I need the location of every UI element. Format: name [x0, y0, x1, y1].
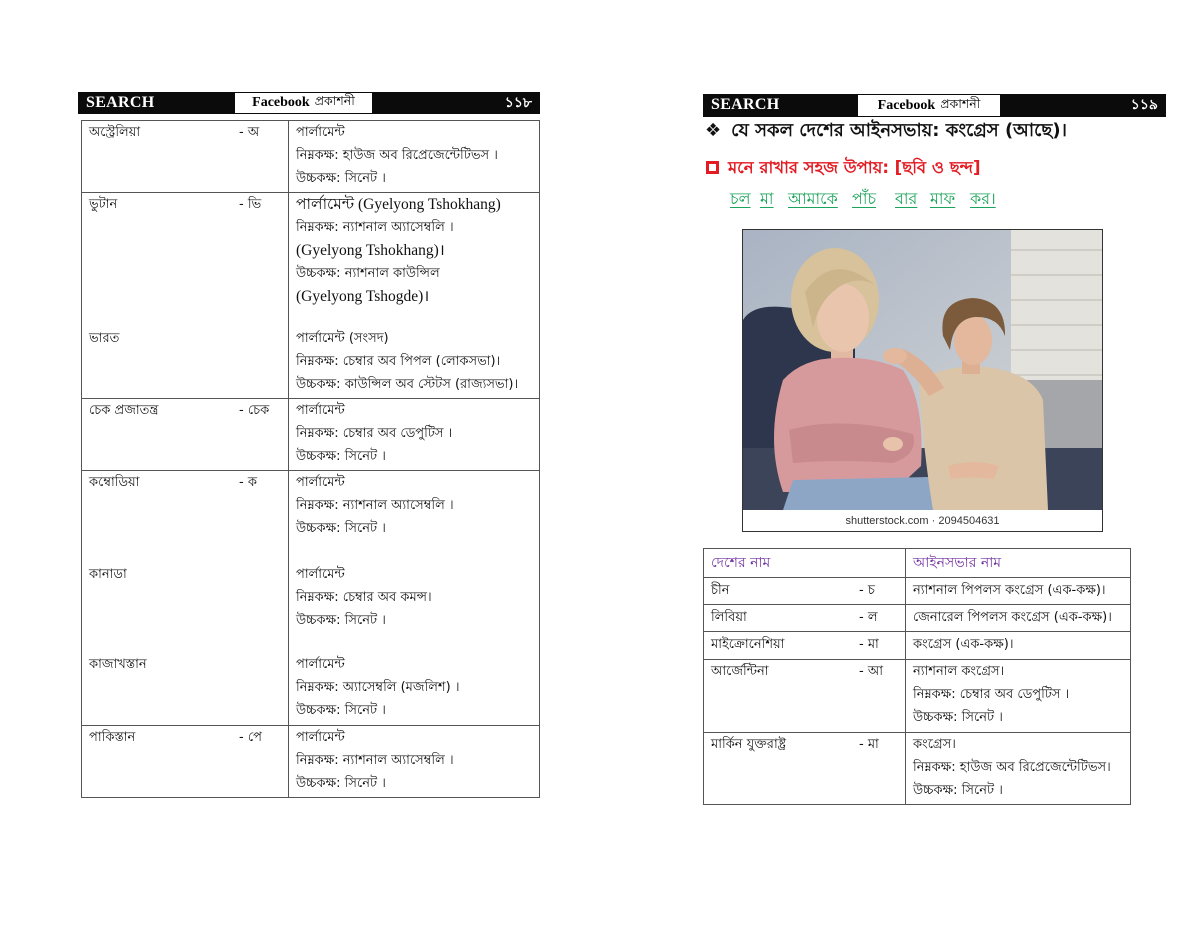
heading-text: যে সকল দেশের আইনসভায়: কংগ্রেস (আছে)।: [731, 120, 1067, 141]
country-name: কানাডা: [89, 567, 127, 582]
table-entry: [704, 632, 1130, 659]
table-row-group: [82, 193, 539, 399]
page-number: ১১৮: [504, 95, 532, 111]
table-entry: [82, 563, 539, 653]
country-code: - ভি: [239, 197, 262, 212]
memory-tip-label: মনে রাখার সহজ উপায়: [ছবি ও ছন্দ]: [728, 158, 981, 177]
brand-title: SEARCH: [711, 96, 780, 113]
photo-watermark: shutterstock.com · 2094504631: [845, 515, 1000, 527]
legislature-line: উচ্চকক্ষ: সিনেট ।: [296, 449, 386, 464]
country-name: মার্কিন যুক্তরাষ্ট্র: [711, 737, 787, 752]
table-row-group: [82, 726, 539, 797]
country-code: - চ: [859, 583, 875, 598]
illustration-photo: [742, 229, 1103, 532]
table-row: [704, 578, 1130, 605]
legislature-line: পার্লামেন্ট: [296, 125, 345, 140]
mnemonic-phrase: [730, 187, 1030, 211]
legislature-info: [913, 632, 1013, 658]
legislature-line: পার্লামেন্ট: [296, 657, 345, 672]
legislature-line: উচ্চকক্ষ: সিনেট ।: [296, 613, 386, 628]
table-entry: [704, 578, 1130, 604]
table-entry: [82, 327, 539, 399]
table-entry: [82, 193, 539, 327]
country-name: মাইক্রোনেশিয়া: [711, 637, 785, 652]
legislature-line: উচ্চকক্ষ: সিনেট ।: [296, 776, 386, 791]
legislature-line: পার্লামেন্ট: [296, 475, 345, 490]
page-header-bar: [78, 92, 540, 114]
column-header-legislature: আইনসভার নাম: [913, 555, 1002, 571]
table-row: [704, 632, 1130, 660]
legislature-line: নিম্নকক্ষ: চেম্বার অব ডেপুটিস ।: [296, 426, 453, 441]
photo-scene: [743, 230, 1102, 510]
legislature-line: উচ্চকক্ষ: সিনেট ।: [296, 703, 386, 718]
legislature-line: নিম্নকক্ষ: ন্যাশনাল অ্যাসেম্বলি ।: [296, 220, 454, 235]
country-name: পাকিস্তান: [89, 730, 136, 745]
table-row-group: [82, 471, 539, 726]
publisher-name-en: Facebook: [877, 97, 936, 113]
country-code: - ক: [239, 475, 257, 490]
legislature-info: [296, 327, 518, 396]
legislature-info: [296, 726, 454, 795]
country-code: - মা: [859, 737, 879, 752]
country-code: - অ: [239, 125, 260, 140]
brand-title: SEARCH: [86, 94, 155, 111]
red-square-bullet-icon: [706, 161, 719, 174]
table-row: [704, 733, 1130, 804]
diamond-bullet-icon: ❖: [705, 120, 722, 141]
legislature-line: নিম্নকক্ষ: চেম্বার অব পিপল (লোকসভা)।: [296, 354, 501, 369]
table-entry: [82, 399, 539, 471]
publisher-name-en: Facebook: [252, 95, 310, 110]
legislature-info: [913, 733, 1111, 802]
legislature-line: উচ্চকক্ষ: সিনেট ।: [913, 710, 1003, 725]
country-name: কম্বোডিয়া: [89, 475, 140, 490]
legislature-line: ন্যাশনাল পিপলস কংগ্রেস (এক-কক্ষ)।: [913, 583, 1106, 598]
legislature-line: নিম্নকক্ষ: হাউজ অব রিপ্রেজেন্টেটিভস ।: [296, 148, 498, 163]
legislature-line: (Gyelyong Tshogde)।: [296, 288, 430, 305]
table-row: [704, 605, 1130, 632]
legislature-info: [913, 578, 1106, 604]
page-header-bar: [703, 94, 1166, 117]
section-heading: [705, 118, 1067, 144]
country-name: কাজাখস্তান: [89, 657, 147, 672]
table-entry: [704, 733, 1130, 804]
legislature-line: পার্লামেন্ট: [296, 567, 345, 582]
country-name: ভারত: [89, 331, 120, 346]
legislature-line: উচ্চকক্ষ: ন্যাশনাল কাউন্সিল: [296, 266, 440, 281]
table-entry: [82, 471, 539, 563]
legislature-line: ন্যাশনাল কংগ্রেস।: [913, 664, 1005, 679]
legislature-line: জেনারেল পিপলস কংগ্রেস (এক-কক্ষ)।: [913, 610, 1112, 625]
legislature-line: কংগ্রেস।: [913, 737, 956, 752]
country-name: চেক প্রজাতন্ত্র: [89, 403, 159, 418]
table-entry: [82, 726, 539, 797]
legislature-line: কংগ্রেস (এক-কক্ষ)।: [913, 637, 1014, 652]
table-entry: [82, 653, 539, 726]
legislature-line: নিম্নকক্ষ: অ্যাসেম্বলি (মজলিশ) ।: [296, 680, 460, 695]
country-name: আর্জেন্টিনা: [711, 664, 769, 679]
country-code: - পে: [239, 730, 262, 745]
country-name: চীন: [711, 583, 730, 598]
legislature-line: নিম্নকক্ষ: ন্যাশনাল অ্যাসেম্বলি ।: [296, 498, 454, 513]
column-header-country: দেশের নাম: [711, 555, 771, 571]
table-entry: [704, 605, 1130, 631]
country-name: লিবিয়া: [711, 610, 747, 625]
table-row-group: [82, 121, 539, 193]
legislature-line: উচ্চকক্ষ: কাউন্সিল অব স্টেটস (রাজ্যসভা)।: [296, 377, 519, 392]
congress-table: [703, 548, 1131, 805]
mnemonic-word: আমাকে: [788, 189, 838, 208]
mnemonic-word: মাফ: [930, 189, 956, 208]
page-number: ১১৯: [1130, 97, 1158, 113]
legislature-line: (Gyelyong Tshokhang)।: [296, 242, 445, 259]
legislature-line: উচ্চকক্ষ: সিনেট ।: [913, 783, 1003, 798]
legislature-line: উচ্চকক্ষ: সিনেট ।: [296, 171, 386, 186]
legislature-info: [296, 471, 454, 540]
table-header-row: [704, 549, 1130, 578]
legislature-info: [296, 193, 501, 308]
mnemonic-word: বার: [895, 189, 918, 208]
country-code: - ল: [859, 610, 878, 625]
publisher-box: [235, 93, 372, 113]
legislature-line: উচ্চকক্ষ: সিনেট ।: [296, 521, 386, 536]
legislature-line: নিম্নকক্ষ: চেম্বার অব ডেপুটিস ।: [913, 687, 1070, 702]
publisher-name-bn: প্রকাশনী: [940, 95, 981, 111]
legislature-info: [296, 399, 452, 468]
legislature-info: [296, 653, 459, 722]
publisher-box: [858, 95, 1000, 116]
legislature-info: [296, 121, 498, 190]
legislature-info: [913, 605, 1112, 631]
parliament-table: [81, 120, 540, 798]
mnemonic-word: কর।: [970, 189, 996, 208]
legislature-info: [296, 563, 432, 632]
country-code: - আ: [859, 664, 883, 679]
legislature-line: নিম্নকক্ষ: হাউজ অব রিপ্রেজেন্টেটিভস।: [913, 760, 1111, 775]
mnemonic-word: চল: [730, 189, 751, 208]
table-row-group: [82, 399, 539, 471]
mnemonic-word: মা: [760, 189, 774, 208]
country-name: অস্ট্রেলিয়া: [89, 125, 141, 140]
country-code: - চেক: [239, 403, 270, 418]
table-entry: [82, 121, 539, 193]
publisher-name-bn: প্রকাশনী: [314, 93, 355, 108]
country-code: - মা: [859, 637, 879, 652]
table-row: [704, 660, 1130, 733]
legislature-info: [913, 660, 1069, 729]
mnemonic-word: পাঁচ: [852, 189, 877, 208]
legislature-line: নিম্নকক্ষ: ন্যাশনাল অ্যাসেম্বলি ।: [296, 753, 454, 768]
legislature-line: নিম্নকক্ষ: চেম্বার অব কমন্স।: [296, 590, 432, 605]
country-name: ভুটান: [89, 197, 118, 212]
legislature-line: পার্লামেন্ট (সংসদ): [296, 331, 389, 346]
legislature-line: পার্লামেন্ট (Gyelyong Tshokhang): [296, 196, 501, 213]
table-entry: [704, 660, 1130, 732]
legislature-line: পার্লামেন্ট: [296, 403, 345, 418]
legislature-line: পার্লামেন্ট: [296, 730, 345, 745]
